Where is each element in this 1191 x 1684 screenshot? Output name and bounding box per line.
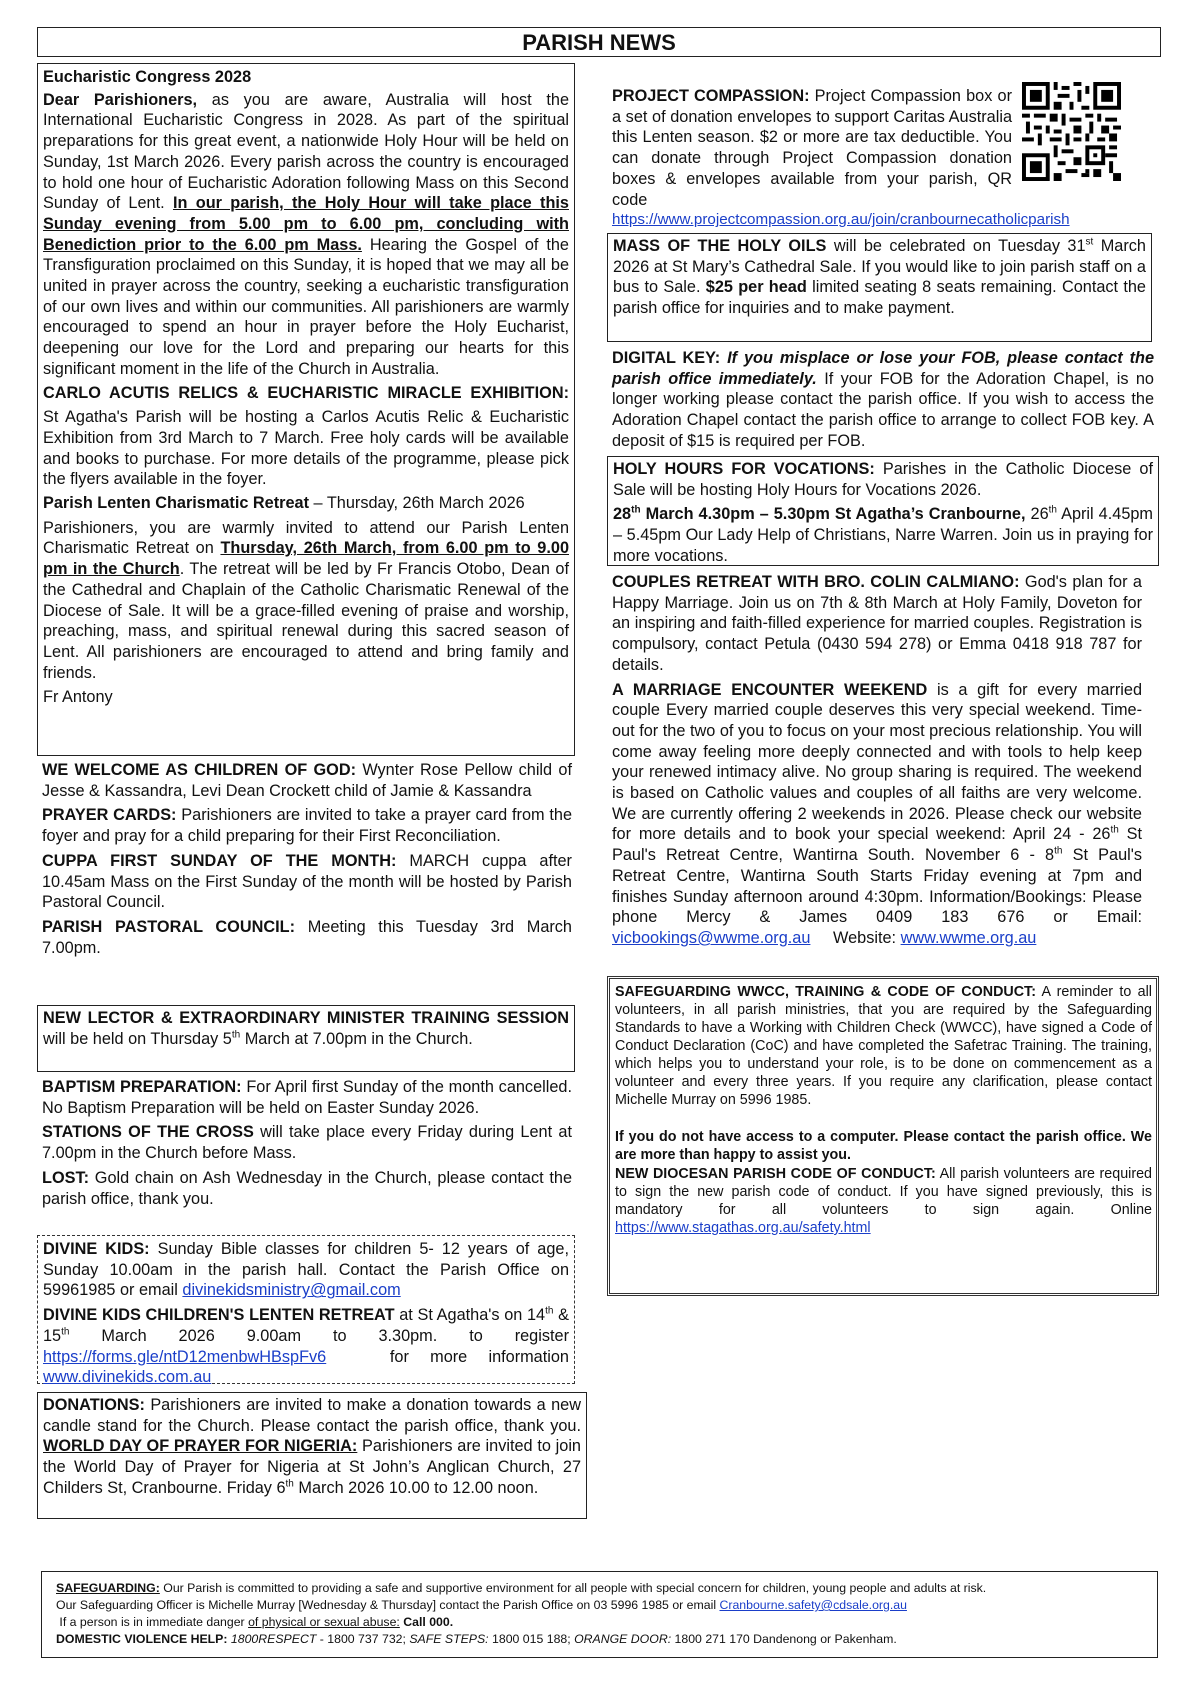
marriage-sup-2: th (1054, 845, 1063, 857)
holy-oils-text-3: limited seating 8 seats remaining. Contact the parish office for inquiries and to make payment. (613, 278, 1146, 318)
vocations-dates (613, 504, 1153, 566)
cuppa-heading: CUPPA FIRST SUNDAY OF THE MONTH: (42, 851, 397, 870)
holy-oils-price: $25 per head (705, 278, 807, 297)
congress-lead: Dear Parishioners, (43, 90, 198, 109)
relics-heading: CARLO ACUTIS RELICS & EUCHARISTIC MIRACLE EXHIBITION: (43, 383, 569, 402)
vocations-date-1: 28 (613, 505, 632, 524)
left-notices (42, 760, 572, 958)
computer-access-notice: If you do not have access to a computer. Please contact the parish office. We are more than happy to assist you. (615, 1129, 1152, 1163)
congress-heading: Eucharistic Congress 2028 (43, 68, 252, 86)
cuppa-notice (42, 851, 572, 913)
footer-safeguarding-text: Our Parish is committed to providing a safe and supportive environment for all people with special concern for children, young people and adults at risk. (159, 1581, 987, 1595)
relics-text: St Agatha's Parish will be hosting a Carlos Acutis Relic & Eucharistic Exhibition from 3rd March to 7 March. Free holy cards will be available and books to purchase. For more details of the programme, please pick the flyers available in the foyer. (43, 408, 569, 489)
donations-text: Parishioners are invited to make a donation towards a new candle stand for the Church. Please contact the parish office, thank you. (43, 1396, 581, 1435)
ppc-text: Meeting this Tuesday 3rd March 7.00pm. (42, 917, 572, 957)
footer-danger-underline: of physical or sexual abuse: (248, 1615, 400, 1629)
holy-oils-text-2: March 2026 at St Mary’s Cathedral Sale. If you would like to join parish staff on a bus to Sale. (613, 237, 1146, 297)
safety-page-link[interactable]: https://www.stagathas.org.au/safety.html (615, 1220, 871, 1236)
couples-retreat-notice (612, 572, 1142, 676)
kids-retreat-text-3: March 2026 9.00am to 3.30pm. to register (69, 1326, 569, 1345)
vocations-intro (613, 459, 1153, 500)
marriage-text-2: St Paul's Retreat Centre, Wantirna South. November 6 - 8 (612, 825, 1142, 865)
footer-danger-text: If a person is in immediate danger (56, 1615, 249, 1629)
nigeria-text-2: March 2026 10.00 to 12.00 noon. (293, 1478, 539, 1497)
code-of-conduct-notice (615, 1165, 1152, 1237)
holy-hour-announcement: In our parish, the Holy Hour will take place this Sunday evening from 5.00 pm to 6.00 pm, concluding with Benediction prior to the 6.00 pm Mass. (43, 194, 569, 254)
kids-retreat-heading: DIVINE KIDS CHILDREN'S LENTEN RETREAT (43, 1306, 395, 1325)
kids-retreat-sup-2: th (61, 1326, 70, 1338)
project-compassion-notice (612, 86, 1159, 231)
vocations-event-2: April 4.45pm – 5.45pm Our Lady Help of Christians, Narre Warren. Join us in praying for more vocations. (613, 505, 1153, 565)
retreat-time: Thursday, 26th March, from 6.00 pm to 9.00 pm in the Church (43, 539, 569, 579)
baptism-text: For April first Sunday of the month cancelled. No Baptism Preparation will be held on Easter Sunday 2026. (42, 1078, 572, 1117)
compassion-text: Project Compassion box or a set of donation envelopes to support Caritas Australia this Lenten season. $2 or more are tax deductible. You can donate through Project Compassion donation boxes & envelopes available from your parish, QR code (612, 87, 1012, 209)
kids-retreat-register-link[interactable]: https://forms.gle/ntD12menbwHBspFv6 (43, 1347, 327, 1366)
marriage-text-3: St Paul's Retreat Centre, Wantirna South Starts Friday evening at 7pm and finishes Sunday afternoon around 4:30pm. Information/Bookings: Please phone Mercy & James 0409 183 676 or Email: (612, 846, 1142, 927)
footer-safeguarding-label: SAFEGUARDING: (56, 1581, 160, 1595)
vocations-sup-1: th (631, 504, 641, 516)
compassion-link[interactable]: https://www.projectcompassion.org.au/join/cranbournecatholicparish (612, 211, 1070, 229)
holy-oils-notice (613, 236, 1146, 319)
couples-retreat-text: God's plan for a Happy Marriage. Join us on 7th & 8th March at Holy Family, Doveton for an inspiring and faith-filled experience for married couples. Registration is compulsory, contact Petula (0430 594 278) or Emma 0418 918 787 for details. (612, 573, 1142, 674)
vocations-date-2: 26 (1025, 505, 1049, 524)
lector-training-box (37, 1005, 575, 1072)
nigeria-text-1: Parishioners are invited to join the World Day of Prayer for Nigeria at St John’s Anglican Church, 27 Childers St, Cranbourne. Friday 6 (43, 1437, 581, 1497)
divine-kids-box (37, 1235, 575, 1387)
divine-kids-notice (43, 1239, 569, 1301)
compassion-link-line (612, 210, 1159, 231)
marriage-encounter-notice (612, 680, 1142, 949)
footer-dv-label: DOMESTIC VIOLENCE HELP: (56, 1632, 228, 1646)
safeguarding-text: A reminder to all volunteers, in all parish ministries, that you are required by the Safeguarding Standards to have a Working with Children Check (WWCC), have signed a Code of Conduct Declaration (CoC) and have completed the Safetrac Training. The training, which helps you to understand your role, is to be done on commencement as a volunteer and every three years. If you require any clarification, please contact Michelle Murray on 5996 1985. (615, 984, 1152, 1108)
safeguarding-footer (41, 1571, 1158, 1658)
signoff: Fr Antony (43, 688, 113, 707)
divine-kids-heading: DIVINE KIDS: (43, 1240, 150, 1258)
digital-key-notice (612, 348, 1154, 452)
kids-retreat-text-4: for more information (326, 1347, 574, 1366)
holy-oils-sup: st (1085, 236, 1094, 248)
holy-oils-heading: MASS OF THE HOLY OILS (613, 237, 827, 255)
safeguarding-box (607, 976, 1159, 1296)
retreat-text-2: . The retreat will be led by Fr Francis Otobo, Dean of the Cathedral and Chaplain of the Catholic Charismatic Renewal of the Diocese of Sale. It will be a grace-filled evening of praise and worship, preaching, mass, and spiritual renewal during this sacred season of Lent. All parishioners are encouraged to attend and bring family and friends. (43, 560, 569, 682)
ppc-heading: PARISH PASTORAL COUNCIL: (42, 917, 296, 936)
footer-call-000: Call 000. (399, 1615, 454, 1629)
digital-key-text-block (612, 348, 1154, 452)
lost-heading: LOST: (42, 1168, 90, 1187)
stations-heading: STATIONS OF THE CROSS (42, 1123, 254, 1142)
lost-text: Gold chain on Ash Wednesday in the Church, please contact the parish office, thank you. (42, 1168, 572, 1208)
right-notices (612, 572, 1142, 949)
stations-text: will take place every Friday during Lent at 7.00pm in the Church before Mass. (42, 1123, 572, 1163)
safeguarding-heading: SAFEGUARDING WWCC, TRAINING & CODE OF CONDUCT: (615, 984, 1036, 1000)
footer-safe-steps: SAFE STEPS: (409, 1632, 489, 1646)
footer-orange-door: ORANGE DOOR: (574, 1632, 672, 1646)
divine-kids-website-link[interactable]: www.divinekids.com.au (43, 1368, 212, 1387)
couples-retreat-heading: COUPLES RETREAT WITH BRO. COLIN CALMIANO: (612, 573, 1020, 591)
footer-dv-line (56, 1631, 1143, 1648)
lost-notice (42, 1168, 572, 1209)
kids-retreat-text-1: at St Agatha's on 14 (394, 1306, 546, 1325)
vocations-box (607, 456, 1159, 566)
footer-safeguarding-line (56, 1580, 1143, 1597)
nigeria-sup: th (285, 1478, 294, 1490)
safeguarding-notice (615, 983, 1152, 1109)
retreat-text (43, 518, 569, 684)
footer-danger-line (56, 1614, 1143, 1631)
code-of-conduct-heading: NEW DIOCESAN PARISH CODE OF CONDUCT: (615, 1166, 936, 1182)
lector-heading: NEW LECTOR & EXTRAORDINARY MINISTER TRAINING SESSION (43, 1009, 569, 1027)
kids-retreat-notice (43, 1305, 574, 1388)
footer-officer-line (56, 1597, 1143, 1614)
page-title: PARISH NEWS (522, 30, 676, 55)
vocations-text: Parishes in the Catholic Diocese of Sale will be hosting Holy Hours for Vocations 2026. (613, 460, 1153, 499)
vocations-heading: HOLY HOURS FOR VOCATIONS: (613, 460, 875, 478)
lector-notice (43, 1008, 569, 1049)
footer-1800respect-number: - 1800 737 732; (316, 1632, 410, 1646)
compassion-heading: PROJECT COMPASSION: (612, 87, 810, 105)
prayer-cards-heading: PRAYER CARDS: (42, 806, 177, 825)
kids-retreat-sup-1: th (545, 1305, 554, 1317)
welcome-text: Wynter Rose Pellow child of Jesse & Kassandra, Levi Dean Crockett child of Jamie & Kassandra (42, 761, 572, 800)
marriage-encounter-heading: A MARRIAGE ENCOUNTER WEEKEND (612, 680, 928, 699)
cuppa-text: MARCH cuppa after 10.45am Mass on the First Sunday of the month will be hosted by Parish Pastoral Council. (42, 851, 572, 912)
footer-1800respect: 1800RESPECT (227, 1632, 317, 1646)
marriage-sup-1: th (1110, 825, 1119, 837)
donations-heading: DONATIONS: (43, 1396, 145, 1414)
digital-key-warning: If you misplace or lose your FOB, please contact the parish office immediately. (612, 349, 1154, 388)
holy-oils-box (607, 233, 1152, 342)
congress-text-2: Hearing the Gospel of the Transfiguration proclaimed on this Sunday, it is hoped that we may all be united in prayer across the country, seeking a eucharistic transfiguration of our own lives and within our communities. All parishioners are warmly encouraged to spend an hour in prayer before the Holy Eucharist, deepening our love for the Lord and preparing our hearts for this significant moment in the life of the Church in Australia. (43, 235, 569, 378)
prayer-cards-text: Parishioners are invited to take a prayer card from the foyer and pray for a child preparing for their First Reconciliation. (42, 806, 572, 846)
eucharistic-congress-box (37, 63, 575, 756)
ppc-notice (42, 917, 572, 958)
marriage-website-label: Website: (810, 928, 901, 947)
vocations-event-1: March 4.30pm – 5.30pm St Agatha’s Cranbourne, (640, 505, 1026, 524)
congress-text-1: as you are aware, Australia will host the International Eucharistic Congress in 2028. As part of the spiritual preparations for this great event, a nationwide Holy Hour will be held on Sunday, 1st March 2026. Every parish across the country is encouraged to hold one hour of Eucharistic Adoration following Mass on this Second Sunday of Lent. (43, 90, 570, 213)
nigeria-heading: WORLD DAY OF PRAYER FOR NIGERIA: (43, 1437, 358, 1456)
marriage-website-link[interactable]: www.wwme.org.au (900, 928, 1037, 947)
footer-safe-steps-number: 1800 015 188; (488, 1632, 575, 1646)
baptism-heading: BAPTISM PREPARATION: (42, 1078, 242, 1096)
kids-retreat-text-2: & 15 (43, 1306, 569, 1345)
divine-kids-email-link[interactable]: divinekidsministry@gmail.com (182, 1281, 401, 1300)
retreat-heading (43, 493, 569, 514)
header-bar (37, 27, 1161, 57)
prayer-cards-notice (42, 805, 572, 846)
footer-officer-text: Our Safeguarding Officer is Michelle Murray [Wednesday & Thursday] contact the Parish Office on 03 5996 1985 or email (56, 1598, 720, 1612)
donations-box (37, 1392, 587, 1519)
stations-notice (42, 1122, 572, 1163)
congress-paragraph (43, 90, 569, 380)
retreat-title: Parish Lenten Charismatic Retreat (43, 494, 310, 513)
marriage-email-link[interactable]: vicbookings@wwme.org.au (612, 928, 811, 947)
marriage-text-1: is a gift for every married couple Every married couple deserves this very special weekend. Time-out for the two of you to focus on your most precious relationship. You will come away feeling more deeply connected and with tools to help keep your renewed intimacy alive. No group sharing is required. The weekend is based on Catholic values and couples of all faiths are very welcome. We are currently offering 2 weekends in 2026. Please check our website for more details and to book your special weekend: April 24 - 26 (612, 680, 1142, 844)
code-of-conduct-text: All parish volunteers are required to sign the new parish code of conduct. If you have signed previously, this is mandatory for all volunteers to sign again. Online (615, 1166, 1152, 1218)
retreat-date: – Thursday, 26th March 2026 (309, 494, 525, 513)
welcome-heading: WE WELCOME AS CHILDREN OF GOD: (42, 761, 357, 779)
retreat-text-1: Parishioners, you are warmly invited to attend our Parish Lenten Charismatic Retreat on (43, 518, 569, 558)
digital-key-text: If your FOB for the Adoration Chapel, is no longer working please contact the parish office. If you wish to access the Adoration Chapel contact the parish office to arrange to collect FOB key. A deposit of $15 is required per FOB. (612, 369, 1154, 450)
lector-sup: th (231, 1029, 241, 1041)
footer-orange-door-number: 1800 271 170 Dandenong or Pakenham. (671, 1632, 897, 1646)
lector-text-2: March at 7.00pm in the Church. (240, 1029, 473, 1048)
divine-kids-text: Sunday Bible classes for children 5- 12 years of age, Sunday 10.00am in the parish hall. Contact the Parish Office on 59961985 or email (43, 1240, 569, 1300)
donations-notice (43, 1395, 581, 1499)
vocations-sup-2: th (1048, 504, 1057, 516)
digital-key-heading: DIGITAL KEY: (612, 349, 721, 367)
footer-safety-email-link[interactable]: Cranbourne.safety@cdsale.org.au (719, 1598, 907, 1612)
compassion-text-block (612, 86, 1012, 210)
left-notices-2 (42, 1077, 572, 1209)
holy-oils-text-1: will be celebrated on Tuesday 31 (826, 237, 1086, 255)
baptism-notice (42, 1077, 572, 1118)
welcome-notice (42, 760, 572, 801)
lector-text-1: will be held on Thursday 5 (43, 1029, 232, 1048)
